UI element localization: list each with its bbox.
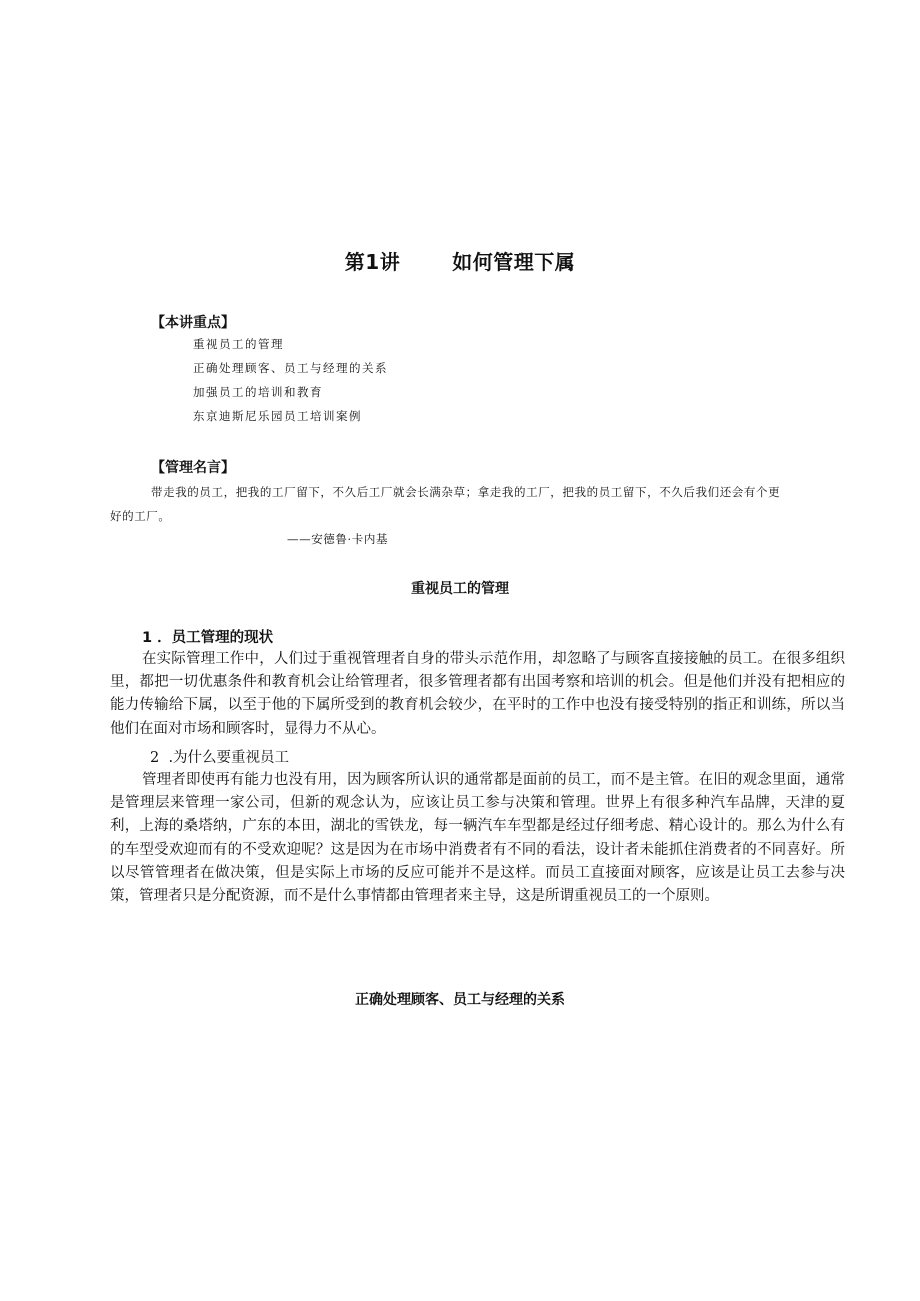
quote-line-2: 好的工厂。 <box>110 509 171 523</box>
section-heading-relationships: 正确处理顾客、员工与经理的关系 <box>355 992 565 1008</box>
key-point-item: 加强员工的培训和教育 <box>193 385 323 399</box>
key-points-label: 【本讲重点】 <box>151 315 235 331</box>
quote-attribution: ——安德鲁·卡内基 <box>287 532 389 546</box>
famous-quote-label: 【管理名言】 <box>151 460 235 476</box>
paragraph-why-value-employees: 管理者即使再有能力也没有用，因为顾客所认识的通常都是面前的员工，而不是主管。在旧的观念里面，通常是管理层来管理一家公司，但新的观念认为，应该让员工参与决策和管理。世界上有很多种汽车品牌，天津的夏利，上海的桑塔纳，广东的本田，湖北的雪铁龙，每一辆汽车车型都是经过仔细考虑、精心设计的。那么为什么有的车型受欢迎而有的不受欢迎呢？这是因为在市场中消费者有不同的看法，设计者未能抓住消费者的不同喜好。所以尽管管理者在做决策，但是实际上市场的反应可能并不是这样。而员工直接面对顾客，应该是让员工去参与决策，管理者只是分配资源，而不是什么事情都由管理者来主导，这是所谓重视员工的一个原则。 <box>110 772 845 905</box>
subsection-number: 2 <box>150 750 160 766</box>
subsection-heading-1 <box>142 626 273 647</box>
paragraph-employee-status: 在实际管理工作中，人们过于重视管理者自身的带头示范作用，却忽略了与顾客直接接触的员工。在很多组织里，都把一切优惠条件和教育机会让给管理者，很多管理者都有出国考察和培训的机会。但是他们并没有把相应的能力传输给下属，以至于他的下属所受到的教育机会较少，在平时的工作中也没有接受特别的指正和训练，所以当他们在面对市场和顾客时，显得力不从心。 <box>110 651 845 737</box>
section-heading-employee-management: 重视员工的管理 <box>411 581 509 597</box>
key-point-item: 重视员工的管理 <box>193 337 284 351</box>
lecture-title <box>0 246 920 275</box>
subsection-heading-2 <box>150 746 289 767</box>
subsection-number: 1 <box>142 630 153 646</box>
subsection-title: .为什么要重视员工 <box>168 750 290 766</box>
quote-line-1: 带走我的员工，把我的工厂留下，不久后工厂就会长满杂草；拿走我的工厂，把我的员工留下，不久后我们还会有个更 <box>151 485 781 499</box>
key-point-item: 正确处理顾客、员工与经理的关系 <box>193 361 388 375</box>
lecture-number: 第1讲 <box>344 250 401 274</box>
lecture-title-text: 如何管理下属 <box>452 250 576 274</box>
key-point-item: 东京迪斯尼乐园员工培训案例 <box>193 409 362 423</box>
subsection-title: ．员工管理的现状 <box>157 630 274 646</box>
